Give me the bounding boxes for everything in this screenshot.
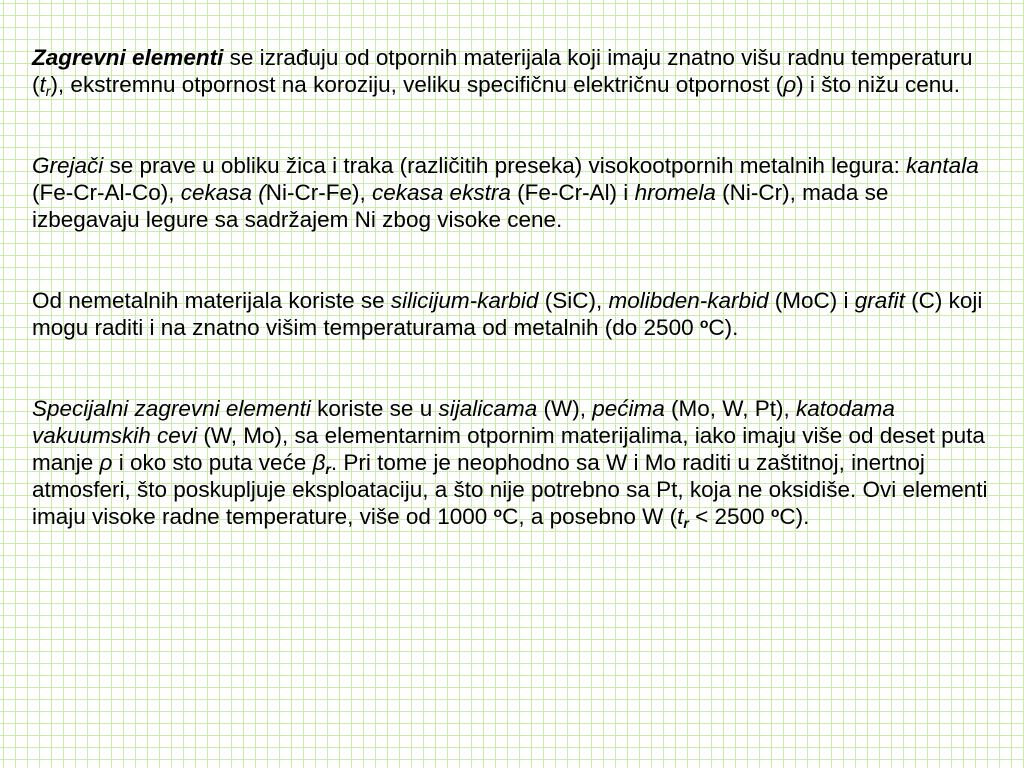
text-segment: (SiC),: [538, 288, 609, 313]
text-segment: Od nemetalnih materijala koriste se: [32, 288, 391, 313]
text-segment: Grejači: [32, 153, 104, 178]
text-segment: (W),: [537, 396, 593, 421]
text-segment: Specijalni zagrevni elementi: [32, 396, 311, 421]
text-segment: sijalicama: [438, 396, 538, 421]
text-segment: (Fe-Cr-Al) i: [510, 180, 635, 205]
text-segment: . Pri tome je neophodno sa W i Mo raditi u zaštitnoj, inertnoj atmosferi, što poskupljuje eksploataciju, a što nije potrebno sa Pt, koja ne oksidiše. Ovi elementi imaju visoke radne temperature, više od 1000: [32, 450, 988, 529]
text-segment: hromela: [634, 180, 716, 205]
text-segment: ρ: [99, 450, 113, 475]
paragraph-special-elements: [32, 395, 1002, 530]
slide-body: [32, 44, 1002, 530]
text-segment: pećima: [592, 396, 665, 421]
text-segment: se prave u obliku žica i traka (različitih preseka) visokootpornih metalnih legura:: [103, 153, 907, 178]
text-segment: (Mo, W, Pt),: [664, 396, 797, 421]
text-segment: (MoC) i: [768, 288, 855, 313]
text-segment: (Fe-Cr-Al-Co),: [32, 180, 181, 205]
text-segment: (C) koji mogu raditi i na znatno višim temperaturama od metalnih (do 2500: [32, 288, 983, 340]
text-segment: (W, Mo), sa elementarnim otpornim materijalima, iako imaju više od deset puta manje: [32, 423, 985, 475]
text-segment: t: [39, 72, 46, 97]
text-segment: koriste se u: [310, 396, 439, 421]
paragraph-heaters: [32, 152, 1002, 233]
text-segment: (Ni-Cr), mada se izbegavaju legure sa sadržajem Ni zbog visoke cene.: [32, 180, 889, 232]
text-segment: r: [45, 83, 51, 99]
text-segment: kantala: [906, 153, 979, 178]
paragraph-heating-elements: [32, 44, 1002, 98]
text-segment: ρ: [783, 72, 797, 97]
text-segment: se izrađuju od otpornih materijala koji imaju znatno višu radnu temperaturu (: [32, 45, 973, 97]
text-segment: Ni-Cr-Fe),: [265, 180, 373, 205]
text-segment: t: [677, 504, 684, 529]
text-segment: C).: [708, 315, 739, 340]
text-segment: grafit: [854, 288, 905, 313]
text-segment: molibden-karbid: [608, 288, 769, 313]
text-segment: cekasa ekstra: [372, 180, 511, 205]
text-segment: i oko sto puta veće: [112, 450, 313, 475]
text-segment: r: [683, 515, 689, 531]
text-segment: C).: [779, 504, 810, 529]
text-segment: ) i što nižu cenu.: [796, 72, 960, 97]
text-segment: katodama vakuumskih cevi: [32, 396, 895, 448]
text-segment: < 2500: [688, 504, 771, 529]
text-segment: silicijum-karbid: [390, 288, 539, 313]
text-segment: cekasa (: [180, 180, 266, 205]
text-segment: Zagrevni elementi: [32, 45, 224, 70]
text-segment: o: [770, 504, 780, 520]
text-segment: C, a posebno W (: [502, 504, 678, 529]
text-segment: r: [325, 461, 331, 477]
text-segment: ), ekstremnu otpornost na koroziju, veliku specifičnu električnu otpornost (: [50, 72, 784, 97]
text-segment: β: [312, 450, 326, 475]
text-segment: o: [699, 315, 709, 331]
paragraph-nonmetallic: [32, 287, 1002, 341]
text-segment: o: [493, 504, 503, 520]
